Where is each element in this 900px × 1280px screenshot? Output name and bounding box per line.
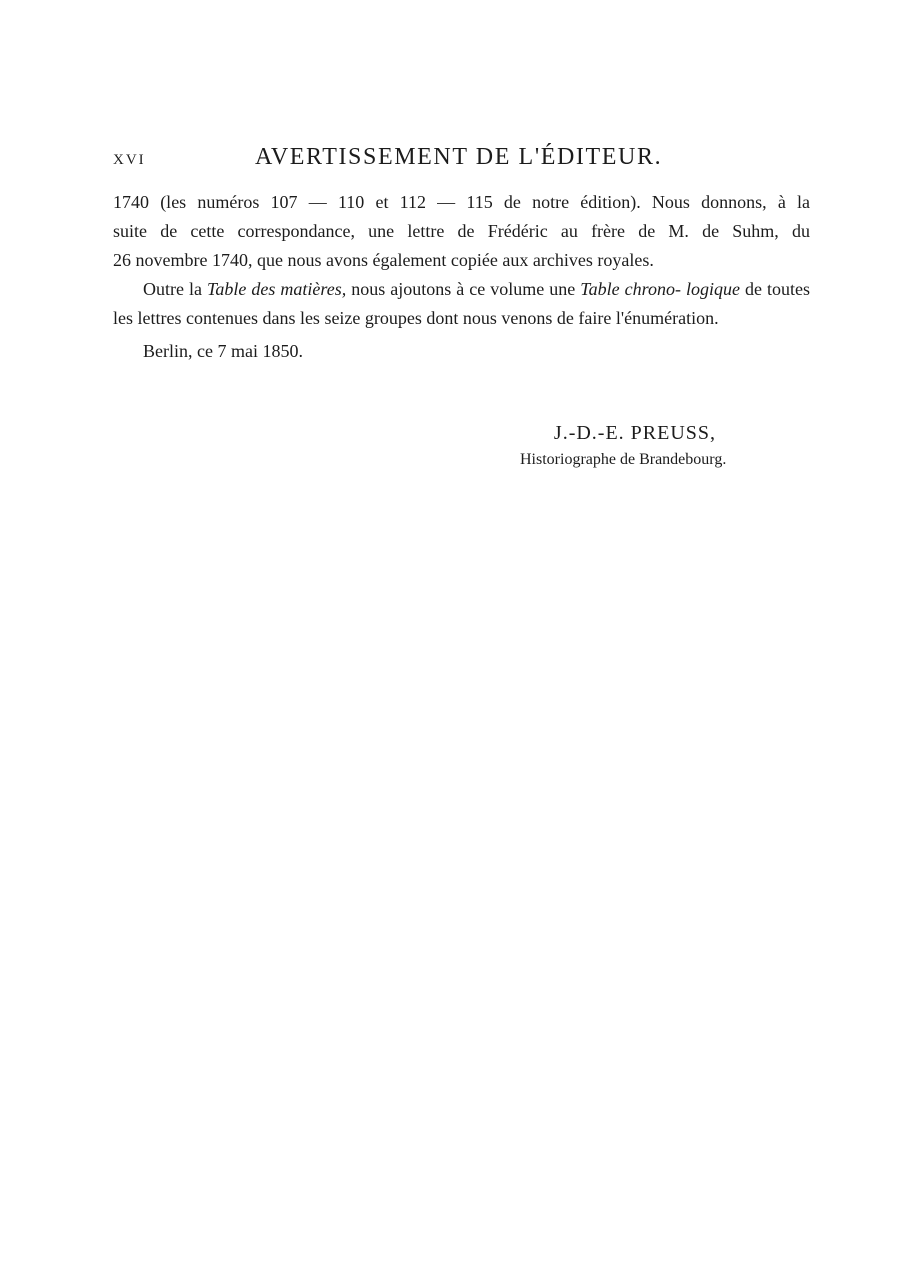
- paragraph-2-text-d: de faire l'énumération.: [556, 308, 719, 328]
- signature-name: J.-D.-E. PREUSS,: [553, 422, 717, 444]
- body-text: [113, 188, 810, 366]
- signature-title: Historiographe de Brandebourg.: [520, 451, 727, 468]
- running-title: AVERTISSEMENT DE L'ÉDITEUR.: [255, 144, 663, 170]
- paragraph-2: [113, 275, 810, 333]
- running-head: [113, 144, 673, 176]
- paragraph-2-text-b: nous ajoutons à ce volume une: [346, 279, 581, 299]
- page-number: XVI: [113, 152, 146, 168]
- paragraph-2-italic-logique: logique: [685, 279, 740, 299]
- paragraph-1-line-2: suite de cette correspondance, une lettre de Frédéric au frère de M. de Suhm, du: [113, 221, 810, 241]
- paragraph-1-line-3: 26 novembre 1740, que nous avons également copiée aux archives royales.: [113, 250, 654, 270]
- dateline: Berlin, ce 7 mai 1850.: [143, 341, 303, 361]
- paragraph-2-text-a: Outre la: [143, 279, 208, 299]
- paragraph-1: [113, 188, 810, 275]
- paragraph-2-italic-table-des-matieres: Table des matières,: [207, 279, 347, 299]
- paragraph-2-text-c: de toutes les lettres contenues dans les seize groupes dont nous venons: [113, 279, 810, 328]
- paragraph-1-line-1: 1740 (les numéros 107 — 110 et 112 — 115 de notre édition). Nous donnons, à la: [113, 192, 810, 212]
- signature-block: [508, 422, 768, 469]
- paragraph-2-italic-table-chrono: Table chrono-: [580, 279, 681, 299]
